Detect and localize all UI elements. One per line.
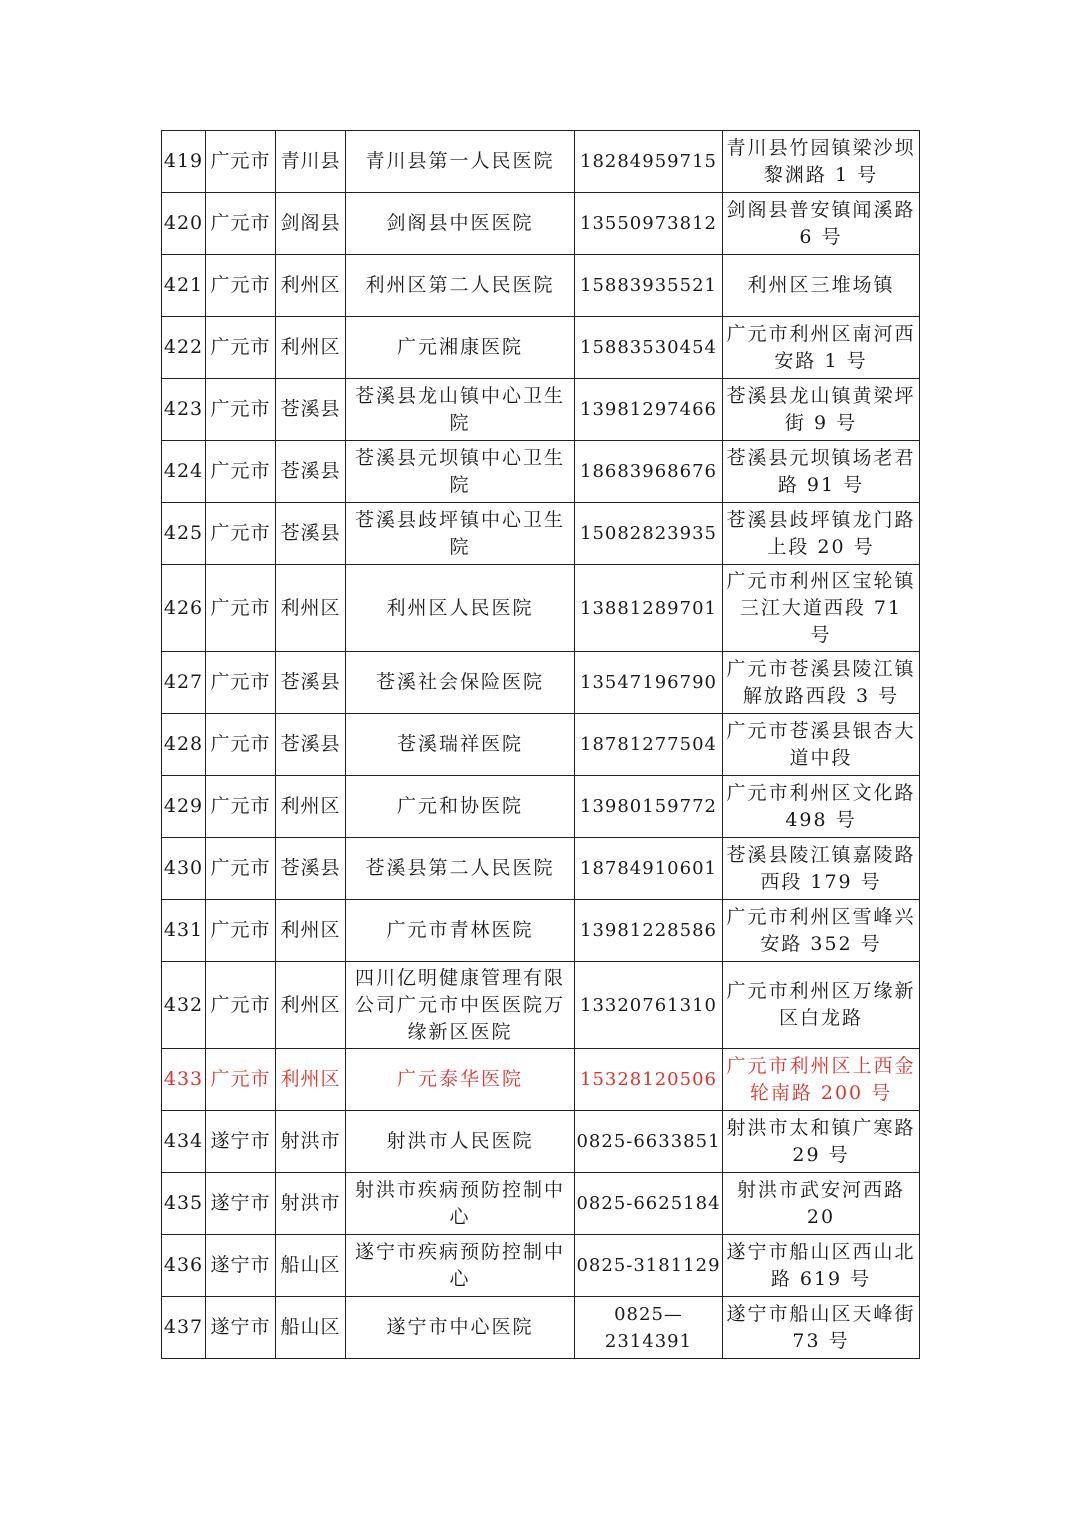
- cell-phone: 18781277504: [575, 714, 723, 776]
- cell-phone: 15082823935: [575, 503, 723, 565]
- cell-city: 广元市: [206, 652, 276, 714]
- cell-city: 广元市: [206, 503, 276, 565]
- cell-address: 广元市利州区文化路 498 号: [723, 776, 920, 838]
- cell-address: 广元市利州区南河西安路 1 号: [723, 317, 920, 379]
- cell-number: 434: [162, 1111, 206, 1173]
- cell-hospital-name: 苍溪县元坝镇中心卫生院: [346, 441, 575, 503]
- cell-phone: 13881289701: [575, 565, 723, 652]
- cell-city: 广元市: [206, 838, 276, 900]
- cell-number: 428: [162, 714, 206, 776]
- table-row: [162, 652, 920, 714]
- cell-hospital-name: 遂宁市中心医院: [346, 1297, 575, 1359]
- cell-city: 广元市: [206, 962, 276, 1049]
- cell-city: 广元市: [206, 255, 276, 317]
- cell-number: 427: [162, 652, 206, 714]
- cell-county: 青川县: [276, 131, 346, 193]
- cell-phone: 0825-6633851: [575, 1111, 723, 1173]
- cell-address: 射洪市太和镇广寒路 29 号: [723, 1111, 920, 1173]
- cell-city: 广元市: [206, 900, 276, 962]
- cell-number: 433: [162, 1049, 206, 1111]
- cell-city: 遂宁市: [206, 1111, 276, 1173]
- table-row: [162, 441, 920, 503]
- cell-address: 遂宁市船山区天峰街 73 号: [723, 1297, 920, 1359]
- cell-city: 广元市: [206, 317, 276, 379]
- cell-phone: 15328120506: [575, 1049, 723, 1111]
- hospital-table: [161, 130, 920, 1359]
- cell-phone: 18683968676: [575, 441, 723, 503]
- cell-city: 广元市: [206, 193, 276, 255]
- cell-county: 剑阁县: [276, 193, 346, 255]
- cell-city: 广元市: [206, 714, 276, 776]
- cell-number: 432: [162, 962, 206, 1049]
- cell-city: 广元市: [206, 1049, 276, 1111]
- table-row: [162, 565, 920, 652]
- cell-number: 426: [162, 565, 206, 652]
- cell-county: 苍溪县: [276, 379, 346, 441]
- cell-phone: 15883935521: [575, 255, 723, 317]
- cell-address: 苍溪县龙山镇黄梁坪街 9 号: [723, 379, 920, 441]
- cell-county: 苍溪县: [276, 652, 346, 714]
- cell-phone: 13980159772: [575, 776, 723, 838]
- cell-address: 剑阁县普安镇闻溪路 6 号: [723, 193, 920, 255]
- cell-county: 利州区: [276, 255, 346, 317]
- cell-phone: 15883530454: [575, 317, 723, 379]
- cell-address: 遂宁市船山区西山北路 619 号: [723, 1235, 920, 1297]
- cell-address: 广元市利州区宝轮镇三江大道西段 71 号: [723, 565, 920, 652]
- cell-hospital-name: 广元湘康医院: [346, 317, 575, 379]
- table-row: [162, 131, 920, 193]
- cell-county: 利州区: [276, 900, 346, 962]
- cell-phone: 13981297466: [575, 379, 723, 441]
- cell-hospital-name: 广元泰华医院: [346, 1049, 575, 1111]
- cell-number: 424: [162, 441, 206, 503]
- cell-city: 遂宁市: [206, 1173, 276, 1235]
- cell-county: 射洪市: [276, 1111, 346, 1173]
- cell-address: 广元市利州区万缘新区白龙路: [723, 962, 920, 1049]
- cell-phone: 13981228586: [575, 900, 723, 962]
- cell-number: 429: [162, 776, 206, 838]
- cell-number: 425: [162, 503, 206, 565]
- cell-hospital-name: 遂宁市疾病预防控制中心: [346, 1235, 575, 1297]
- cell-city: 广元市: [206, 441, 276, 503]
- cell-county: 苍溪县: [276, 441, 346, 503]
- cell-phone: 0825-6625184: [575, 1173, 723, 1235]
- cell-number: 420: [162, 193, 206, 255]
- cell-county: 船山区: [276, 1297, 346, 1359]
- cell-address: 广元市利州区上西金轮南路 200 号: [723, 1049, 920, 1111]
- cell-hospital-name: 苍溪县歧坪镇中心卫生院: [346, 503, 575, 565]
- cell-hospital-name: 青川县第一人民医院: [346, 131, 575, 193]
- cell-county: 苍溪县: [276, 838, 346, 900]
- cell-address: 广元市苍溪县银杏大道中段: [723, 714, 920, 776]
- cell-address: 苍溪县元坝镇场老君路 91 号: [723, 441, 920, 503]
- table-row: [162, 1297, 920, 1359]
- cell-number: 430: [162, 838, 206, 900]
- table-body: [162, 131, 920, 1359]
- table-row: [162, 255, 920, 317]
- cell-address: 利州区三堆场镇: [723, 255, 920, 317]
- cell-hospital-name: 苍溪县龙山镇中心卫生院: [346, 379, 575, 441]
- cell-city: 广元市: [206, 131, 276, 193]
- cell-phone: 13547196790: [575, 652, 723, 714]
- table-row: [162, 1235, 920, 1297]
- cell-hospital-name: 四川亿明健康管理有限公司广元市中医医院万缘新区医院: [346, 962, 575, 1049]
- cell-city: 广元市: [206, 379, 276, 441]
- cell-number: 431: [162, 900, 206, 962]
- table-row: [162, 1049, 920, 1111]
- cell-number: 436: [162, 1235, 206, 1297]
- cell-address: 广元市苍溪县陵江镇解放路西段 3 号: [723, 652, 920, 714]
- cell-city: 广元市: [206, 776, 276, 838]
- cell-hospital-name: 利州区人民医院: [346, 565, 575, 652]
- cell-address: 射洪市武安河西路 20: [723, 1173, 920, 1235]
- table-row: [162, 1173, 920, 1235]
- cell-hospital-name: 射洪市人民医院: [346, 1111, 575, 1173]
- cell-county: 苍溪县: [276, 503, 346, 565]
- cell-county: 利州区: [276, 1049, 346, 1111]
- table-row: [162, 776, 920, 838]
- cell-number: 435: [162, 1173, 206, 1235]
- cell-hospital-name: 利州区第二人民医院: [346, 255, 575, 317]
- cell-hospital-name: 广元和协医院: [346, 776, 575, 838]
- cell-phone: 18284959715: [575, 131, 723, 193]
- table-row: [162, 317, 920, 379]
- cell-phone: 0825-3181129: [575, 1235, 723, 1297]
- cell-number: 423: [162, 379, 206, 441]
- cell-county: 利州区: [276, 565, 346, 652]
- cell-number: 421: [162, 255, 206, 317]
- cell-hospital-name: 苍溪县第二人民医院: [346, 838, 575, 900]
- cell-number: 437: [162, 1297, 206, 1359]
- cell-phone: 13550973812: [575, 193, 723, 255]
- cell-address: 苍溪县歧坪镇龙门路上段 20 号: [723, 503, 920, 565]
- cell-county: 利州区: [276, 317, 346, 379]
- cell-hospital-name: 广元市青林医院: [346, 900, 575, 962]
- table-row: [162, 838, 920, 900]
- cell-city: 广元市: [206, 565, 276, 652]
- cell-number: 419: [162, 131, 206, 193]
- table-row: [162, 1111, 920, 1173]
- cell-county: 利州区: [276, 962, 346, 1049]
- cell-address: 广元市利州区雪峰兴安路 352 号: [723, 900, 920, 962]
- cell-city: 遂宁市: [206, 1235, 276, 1297]
- table-row: [162, 379, 920, 441]
- cell-city: 遂宁市: [206, 1297, 276, 1359]
- cell-phone: 13320761310: [575, 962, 723, 1049]
- cell-hospital-name: 射洪市疾病预防控制中心: [346, 1173, 575, 1235]
- table-row: [162, 900, 920, 962]
- cell-address: 青川县竹园镇梁沙坝黎渊路 1 号: [723, 131, 920, 193]
- cell-hospital-name: 剑阁县中医医院: [346, 193, 575, 255]
- cell-phone: 18784910601: [575, 838, 723, 900]
- cell-county: 利州区: [276, 776, 346, 838]
- cell-county: 苍溪县: [276, 714, 346, 776]
- table-row: [162, 503, 920, 565]
- table-row: [162, 714, 920, 776]
- cell-address: 苍溪县陵江镇嘉陵路西段 179 号: [723, 838, 920, 900]
- cell-hospital-name: 苍溪社会保险医院: [346, 652, 575, 714]
- cell-number: 422: [162, 317, 206, 379]
- cell-county: 船山区: [276, 1235, 346, 1297]
- cell-phone: 0825—2314391: [575, 1297, 723, 1359]
- table-row: [162, 193, 920, 255]
- cell-county: 射洪市: [276, 1173, 346, 1235]
- table-row: [162, 962, 920, 1049]
- cell-hospital-name: 苍溪瑞祥医院: [346, 714, 575, 776]
